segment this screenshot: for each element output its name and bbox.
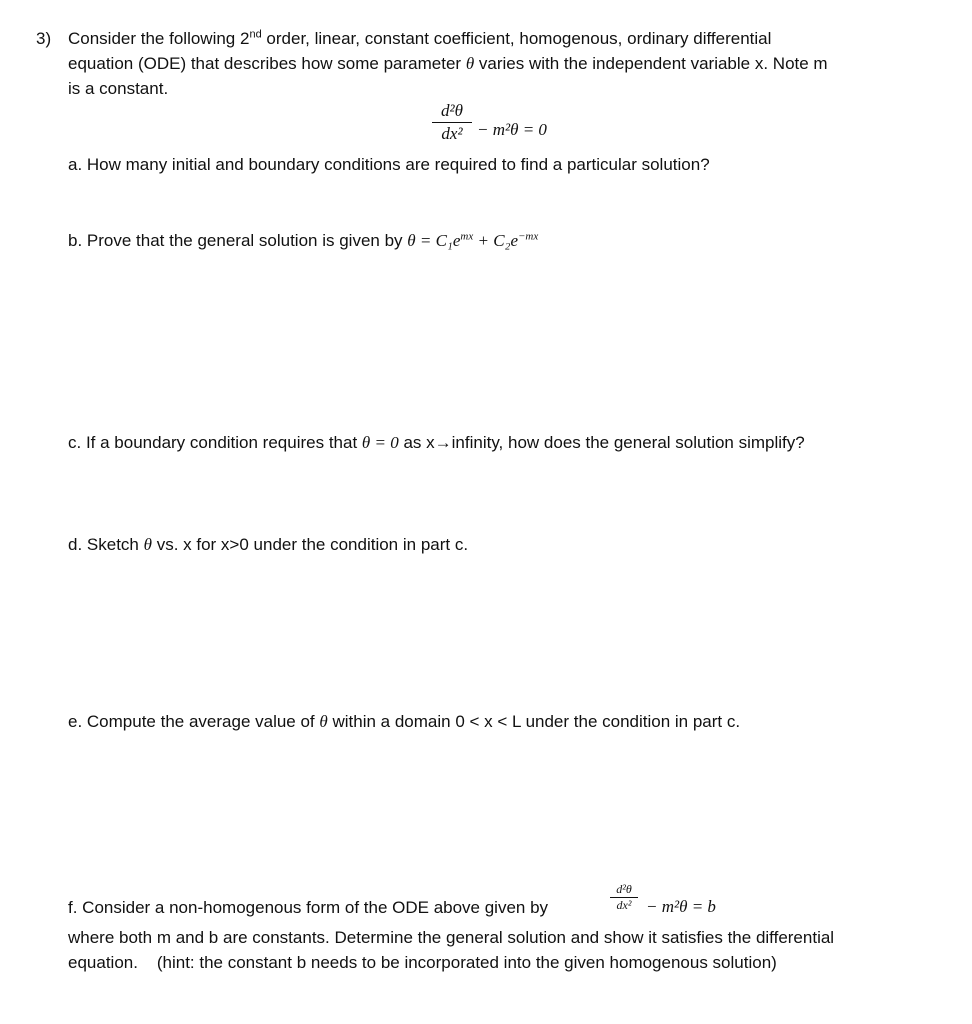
theta-symbol: θ: [143, 535, 152, 554]
part-b-exponent-2: −mx: [518, 230, 539, 243]
main-equation-rest: − m²θ = 0: [477, 120, 547, 139]
part-b-exponent-1: mx: [460, 230, 474, 243]
intro-line-3: is a constant.: [68, 79, 169, 98]
part-a: a. How many initial and boundary conditions are required to find a particular solution?: [68, 155, 710, 174]
part-e-pre: e. Compute the average value of: [68, 712, 320, 731]
part-f-fraction: [610, 882, 638, 913]
theta-symbol: θ: [319, 712, 328, 731]
intro-line-1-pre: Consider the following 2: [68, 29, 250, 48]
main-equation-denominator: dx²: [441, 124, 463, 143]
question-number: 3): [36, 29, 52, 48]
intro-line-2-pre: equation (ODE) that describes how some parameter: [68, 54, 466, 73]
part-d: [68, 532, 468, 557]
part-b-text: b. Prove that the general solution is given by: [68, 231, 408, 250]
part-b-math-2: + C₂e: [473, 231, 518, 250]
intro-line-1-sup: nd: [249, 28, 262, 41]
part-e: [68, 709, 740, 734]
part-d-post: vs. x for x>0 under the condition in part c.: [151, 535, 469, 554]
theta-symbol: θ: [465, 54, 475, 73]
main-equation-fraction: [432, 100, 472, 145]
part-f-denominator: dx²: [616, 898, 632, 912]
part-d-pre: d. Sketch: [68, 535, 144, 554]
part-b: [68, 228, 538, 253]
part-c: [68, 430, 805, 455]
part-c-pre: c. If a boundary condition requires that: [68, 433, 362, 452]
part-c-math: θ = 0: [361, 433, 399, 452]
intro-line-2-post: varies with the independent variable x. Note m: [474, 54, 828, 73]
part-e-post: within a domain 0 < x < L under the condition in part c.: [327, 712, 741, 731]
part-f-line-3: equation. (hint: the constant b needs to be incorporated into the given homogenous solution): [68, 953, 777, 972]
part-f-line-1: f. Consider a non-homogenous form of the ODE above given by: [68, 898, 549, 917]
part-f-line-2: where both m and b are constants. Determine the general solution and show it satisfies the differential: [68, 928, 835, 947]
intro-line-1-post: order, linear, constant coefficient, homogenous, ordinary differential: [261, 29, 772, 48]
part-f-numerator: d²θ: [616, 882, 632, 896]
part-f-equation-rest: − m²θ = b: [646, 897, 716, 916]
intro-line-2: [68, 51, 828, 76]
part-c-post: as x→infinity, how does the general solution simplify?: [398, 433, 805, 452]
intro-line-1: [68, 26, 771, 51]
part-b-math: θ = C₁e: [407, 231, 461, 250]
main-equation-numerator: d²θ: [441, 101, 463, 120]
